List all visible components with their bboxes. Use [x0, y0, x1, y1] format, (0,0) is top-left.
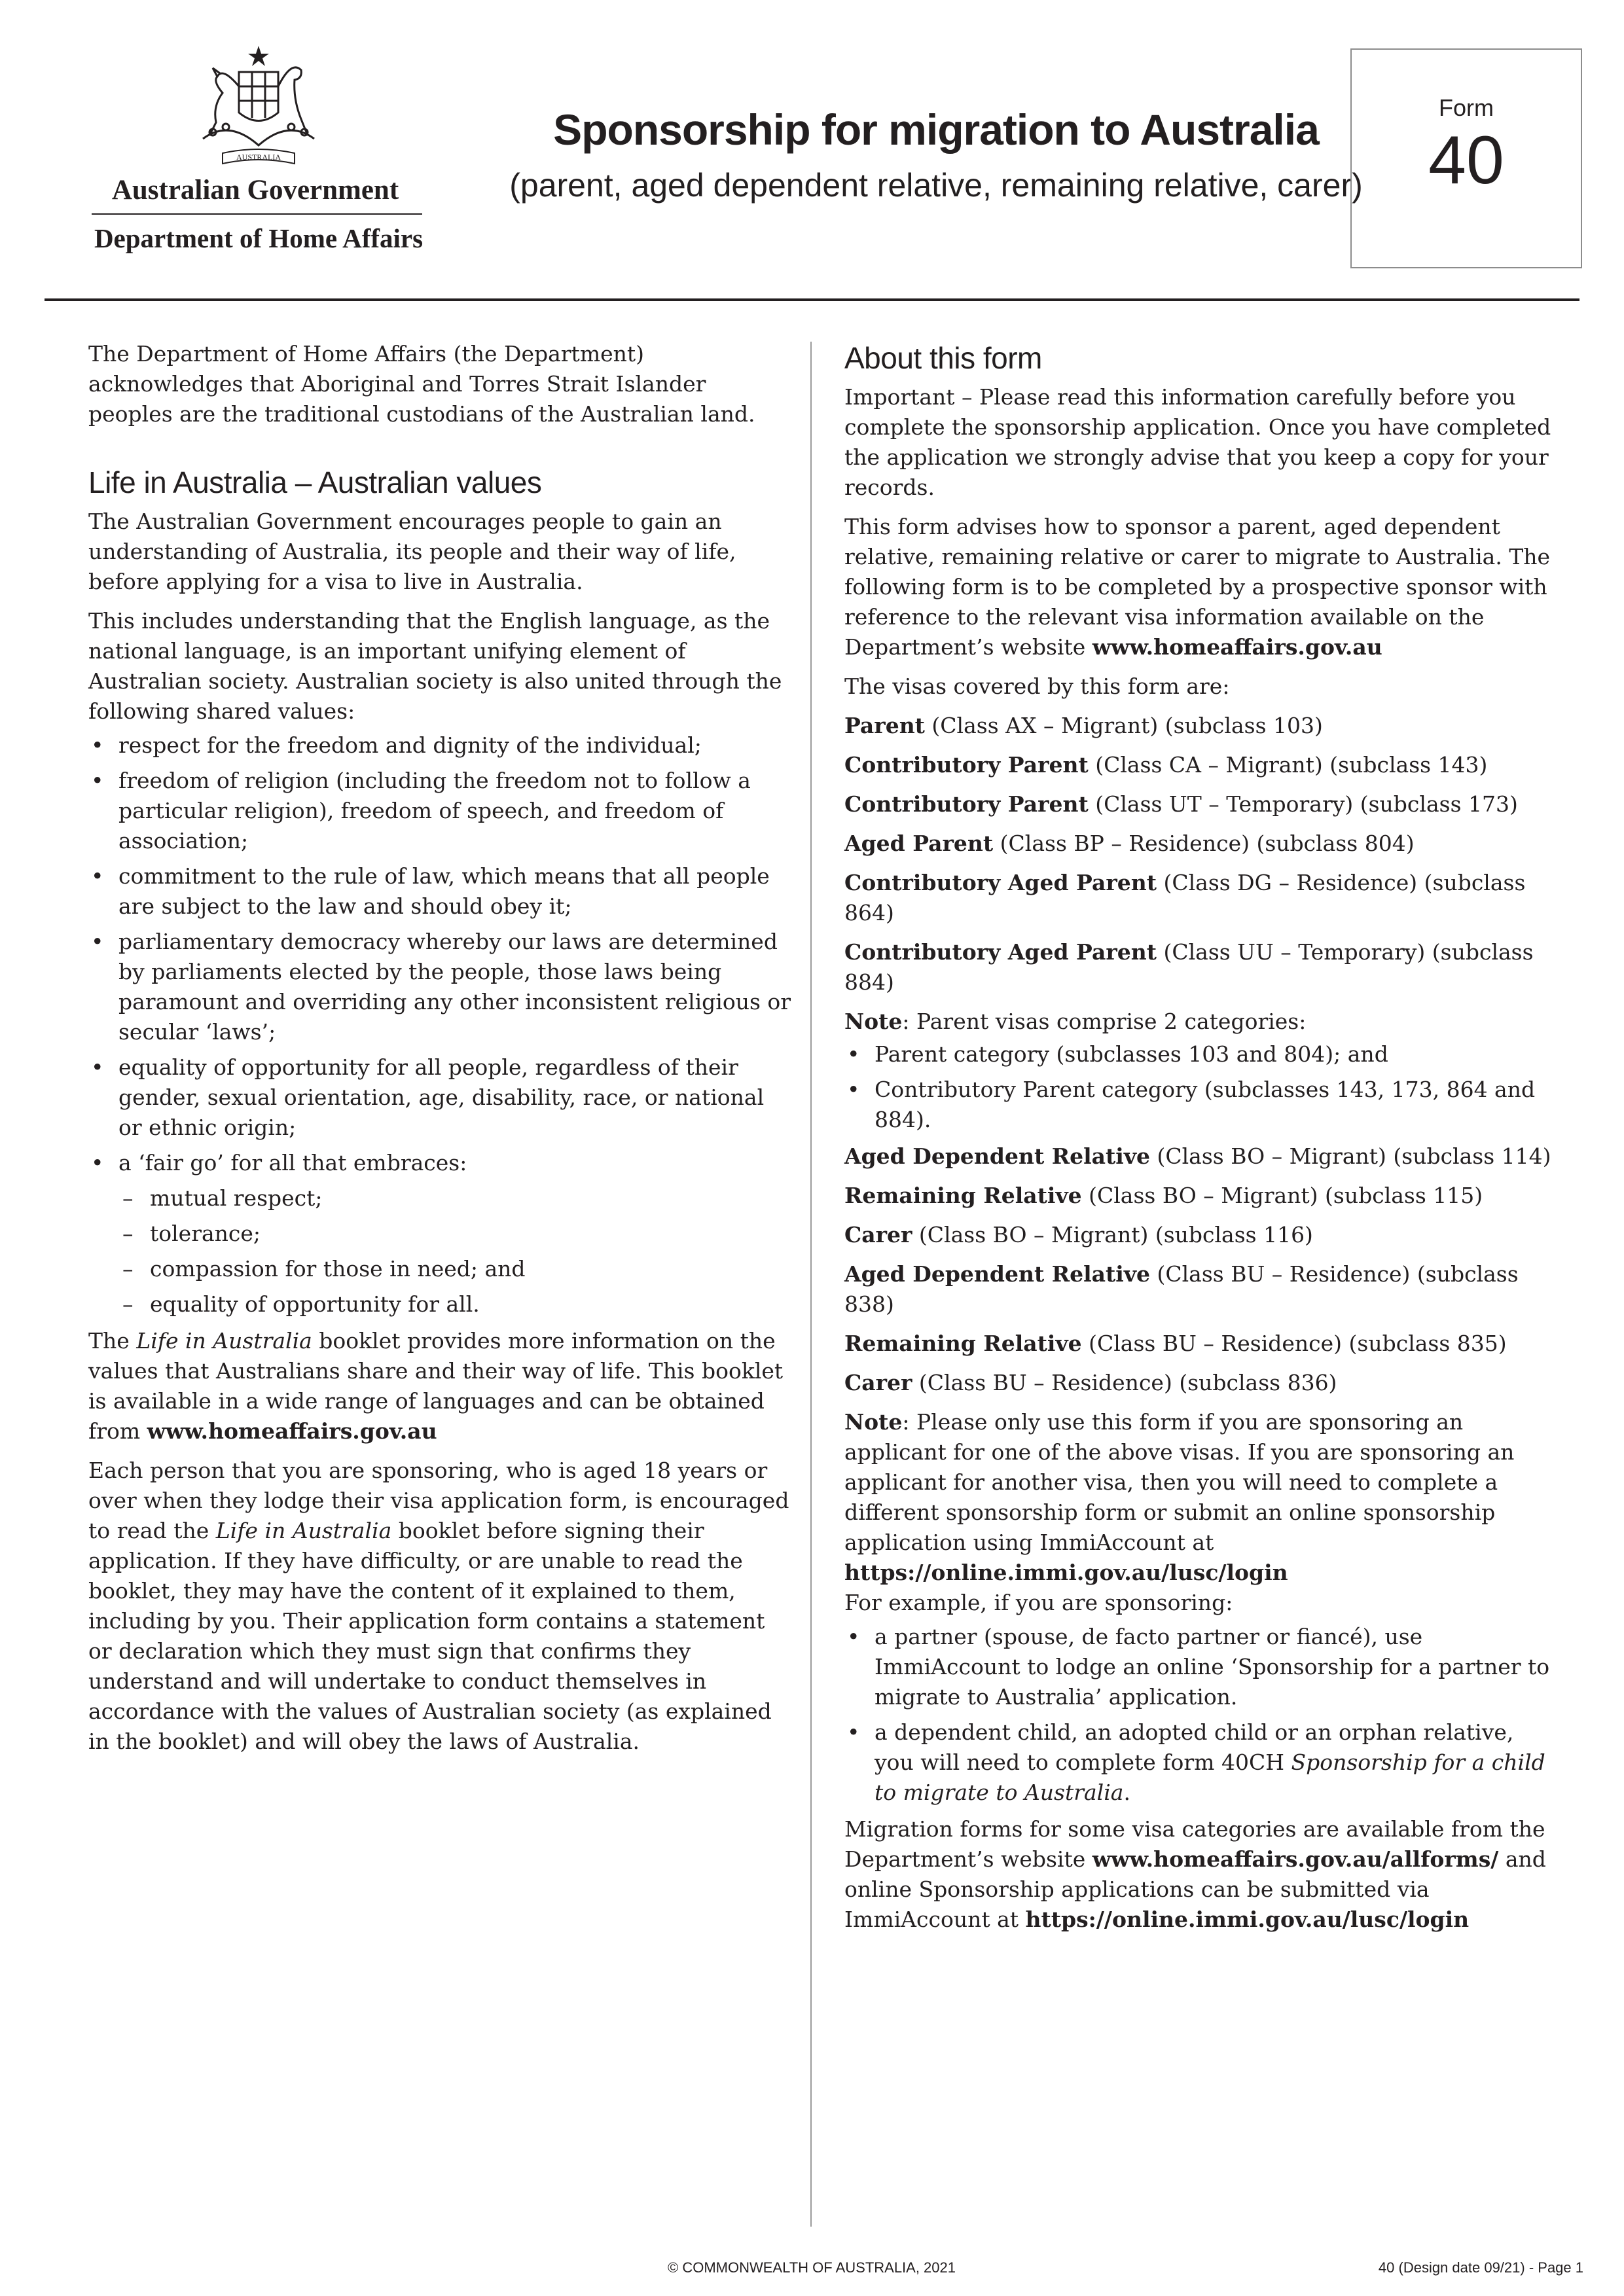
note-other-visas: Note: Please only use this form if you are sponsoring an applicant for one of the above visas. If you are sponsoring an applicant for another visa, then you will need to complete a different sponsorship form or submit an online sponsorship application using ImmiAccount at — [844, 1409, 1515, 1555]
values-intro-text: The Australian Government encourages people to gain an understanding of Australia, its people and their way of life, before applying for a visa to live in Australia. — [88, 509, 736, 594]
sub-list-item: – compassion for those in need; and — [88, 1254, 792, 1284]
footer-copyright: © COMMONWEALTH OF AUSTRALIA, 2021 — [668, 2259, 956, 2276]
example-intro: For example, if you are sponsoring: — [844, 1590, 1233, 1615]
form-40ch-title: Sponsorship for a child to migrate to Australia — [875, 1749, 1545, 1805]
visa-entry: Contributory Aged Parent (Class DG – Residence) (subclass 864) — [844, 870, 1526, 925]
visa-entry: Aged Parent (Class BP – Residence) (subclass 804) — [844, 831, 1415, 856]
header-rule — [45, 298, 1579, 301]
acknowledgement-text: The Department of Home Affairs (the Department) acknowledges that Aboriginal and Torres Strait Islander peoples are the traditional custodians of the Australian land. — [88, 341, 755, 427]
crest-text: AUSTRALIA — [236, 152, 281, 162]
list-item: • respect for the freedom and dignity of the individual; — [88, 730, 792, 761]
list-item: • Contributory Parent category (subclasses 143, 173, 864 and 884). — [844, 1075, 1555, 1135]
visa-entry: Carer (Class BU – Residence) (subclass 836) — [844, 1370, 1337, 1395]
left-column — [88, 339, 792, 1766]
categories-list — [844, 1039, 1555, 1135]
immiaccount-login-link[interactable]: https://online.immi.gov.au/lusc/login — [1025, 1907, 1470, 1932]
visa-entry: Contributory Aged Parent (Class UU – Temporary) (subclass 884) — [844, 939, 1534, 995]
important-text: Important – Please read this information carefully before you complete the sponsorship application. Once you have completed the application we strongly advise that you keep a copy for your records. — [844, 384, 1551, 500]
list-item: • freedom of religion (including the freedom not to follow a particular religion), freedom of speech, and freedom of association; — [88, 766, 792, 856]
advises-paragraph: This form advises how to sponsor a parent, aged dependent relative, remaining relative or carer to migrate to Australia. The following form is to be completed by a prospective sponsor with reference to the relevant visa information available on the Department’s website www.homeaffairs.gov.au — [844, 514, 1551, 660]
note-parent-categories: Note: Parent visas comprise 2 categories: — [844, 1009, 1307, 1034]
booklet-paragraph: The Life in Australia booklet provides more information on the values that Australians share and their way of life. This booklet is available in a wide range of languages and can be obtained from www.homeaffairs.gov.au — [88, 1328, 784, 1444]
list-item: • a dependent child, an adopted child or an orphan relative, you will need to complete form 40CH Sponsorship for a child to migrate to Australia. — [844, 1717, 1555, 1808]
list-item: • equality of opportunity for all people, regardless of their gender, sexual orientation, age, disability, race, or national or ethnic origin; — [88, 1052, 792, 1143]
booklet-title: Life in Australia — [215, 1518, 392, 1543]
visa-entry: Contributory Parent (Class UT – Temporary) (subclass 173) — [844, 791, 1518, 817]
sponsored-person-paragraph: Each person that you are sponsoring, who is aged 18 years or over when they lodge their visa application form, is encouraged to read the Life in Australia booklet before signing their application. If they have difficulty, or are unable to read the booklet, they may have the content of it explained to them, including by you. Their application form contains a statement or declaration which they must sign that confirms they understand and will undertake to conduct themselves in accordance with the values of Australian society (as explained in the booklet) and will obey the laws of Australia. — [88, 1458, 789, 1754]
column-divider — [810, 342, 812, 2227]
values-heading: Life in Australia – Australian values — [88, 465, 542, 499]
visa-entry: Contributory Parent (Class CA – Migrant) (subclass 143) — [844, 752, 1488, 778]
visa-entry: Aged Dependent Relative (Class BO – Migrant) (subclass 114) — [844, 1143, 1551, 1169]
allforms-link[interactable]: www.homeaffairs.gov.au/allforms/ — [1092, 1846, 1499, 1872]
form-subtitle: (parent, aged dependent relative, remaining relative, carer) — [509, 167, 1363, 204]
form-title: Sponsorship for migration to Australia — [553, 105, 1319, 154]
examples-list — [844, 1622, 1555, 1808]
right-column — [844, 339, 1555, 1944]
visa-entry: Aged Dependent Relative (Class BU – Residence) (subclass 838) — [844, 1261, 1519, 1317]
government-rule — [92, 213, 422, 215]
about-heading: About this form — [844, 341, 1042, 375]
sub-list-item: – equality of opportunity for all. — [88, 1289, 792, 1319]
form-number-box — [1350, 48, 1582, 268]
visa-entry: Parent (Class AX – Migrant) (subclass 103) — [844, 713, 1323, 738]
list-item: • a ‘fair go’ for all that embraces: — [88, 1148, 792, 1178]
sub-list-item: – tolerance; — [88, 1219, 792, 1249]
form-number: 40 — [1428, 122, 1504, 198]
shared-values-text: This includes understanding that the English language, as the national language, is an important unifying element of Australian society. Australian society is also united through the following shared values: — [88, 608, 782, 724]
visas-intro: The visas covered by this form are: — [844, 673, 1230, 699]
department-name: Department of Home Affairs — [94, 223, 424, 253]
visa-entry: Remaining Relative (Class BU – Residence) (subclass 835) — [844, 1331, 1507, 1356]
migration-forms-paragraph: Migration forms for some visa categories are available from the Department’s website www.homeaffairs.gov.au/allforms/ and online Sponsorship applications can be submitted via ImmiAccount at https://online.immi.gov.au/lusc/login — [844, 1816, 1546, 1932]
footer-page-number: 40 (Design date 09/21) - Page 1 — [1378, 2259, 1583, 2276]
list-item: • parliamentary democracy whereby our laws are determined by parliaments elected by the people, those laws being paramount and overriding any other inconsistent religious or secular ‘laws’; — [88, 927, 792, 1047]
homeaffairs-link[interactable]: www.homeaffairs.gov.au — [1092, 634, 1382, 660]
booklet-title: Life in Australia — [136, 1328, 312, 1354]
form-label: Form — [1439, 94, 1494, 121]
list-item: • Parent category (subclasses 103 and 804); and — [844, 1039, 1555, 1069]
values-list — [88, 730, 792, 1319]
sub-list-item: – mutual respect; — [88, 1183, 792, 1213]
list-item: • commitment to the rule of law, which means that all people are subject to the law and should obey it; — [88, 861, 792, 922]
government-name: Australian Government — [111, 175, 399, 206]
immiaccount-login-link[interactable]: https://online.immi.gov.au/lusc/login — [844, 1560, 1288, 1585]
homeaffairs-link[interactable]: www.homeaffairs.gov.au — [147, 1418, 437, 1444]
visa-entry: Carer (Class BO – Migrant) (subclass 116) — [844, 1222, 1313, 1247]
visa-entry: Remaining Relative (Class BO – Migrant) (subclass 115) — [844, 1183, 1483, 1208]
list-item: • a partner (spouse, de facto partner or fiancé), use ImmiAccount to lodge an online ‘Sponsorship for a partner to migrate to Australia’ application. — [844, 1622, 1555, 1712]
coat-of-arms-icon — [177, 41, 340, 171]
